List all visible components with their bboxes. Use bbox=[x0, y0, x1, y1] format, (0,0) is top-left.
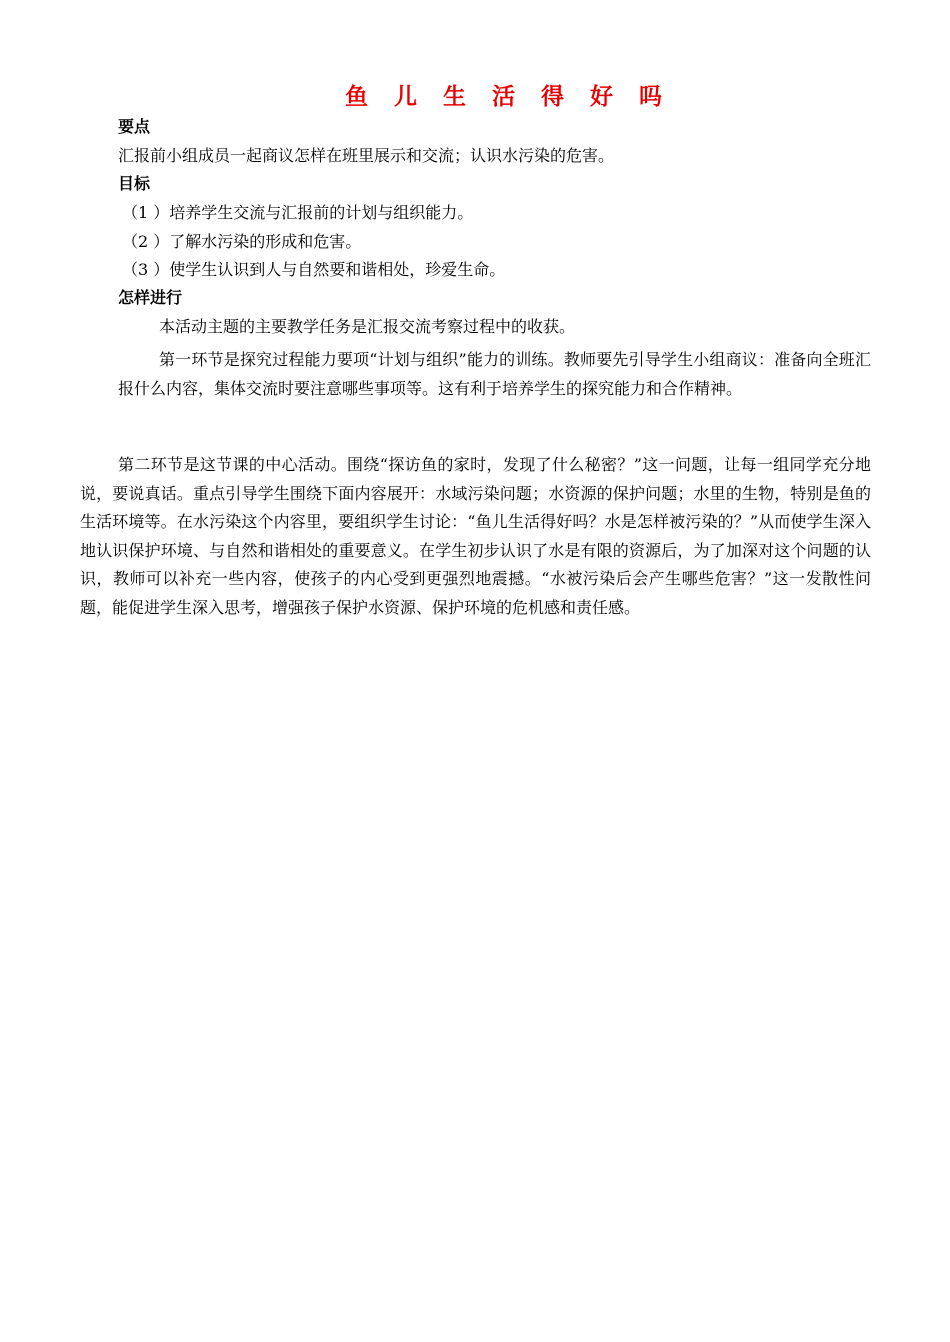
goal-item-3: （3 ）使学生认识到人与自然要和谐相处，珍爱生命。 bbox=[122, 260, 506, 279]
key-points-text: 汇报前小组成员一起商议怎样在班里展示和交流；认识水污染的危害。 bbox=[118, 146, 615, 165]
goal-item-1: （1 ）培养学生交流与汇报前的计划与组织能力。 bbox=[122, 203, 474, 222]
heading-goals: 目标 bbox=[118, 174, 151, 193]
heading-procedure: 怎样进行 bbox=[118, 288, 183, 307]
heading-key-points: 要点 bbox=[118, 117, 151, 136]
goal-item-2: （2 ）了解水污染的形成和危害。 bbox=[122, 232, 362, 251]
procedure-paragraph-1: 本活动主题的主要教学任务是汇报交流考察过程中的收获。 bbox=[159, 317, 576, 336]
procedure-paragraph-2: 第一环节是探究过程能力要项“计划与组织”能力的训练。教师要先引导学生小组商议：准备向全班汇报什么内容，集体交流时要注意哪些事项等。这有利于培养学生的探究能力和合作精神。 bbox=[118, 350, 871, 398]
procedure-paragraph-3: 第二环节是这节课的中心活动。围绕“探访鱼的家时，发现了什么秘密？”这一问题，让每一组同学充分地说，要说真话。重点引导学生围绕下面内容展开：水域污染问题；水资源的保护问题；水里的生物，特别是鱼的生活环境等。在水污染这个内容里，要组织学生讨论：“鱼儿生活得好吗？水是怎样被污染的？”从而使学生深入地认识保护环境、与自然和谐相处的重要意义。在学生初步认识了水是有限的资源后，为了加深对这个问题的认识，教师可以补充一些内容，使孩子的内心受到更强烈地震撼。“水被污染后会产生哪些危害？”这一发散性问题，能促进学生深入思考，增强孩子保护水资源、保护环境的危机感和责任感。 bbox=[80, 455, 871, 617]
document-title: 鱼 儿 生 活 得 好 吗 bbox=[344, 84, 672, 110]
